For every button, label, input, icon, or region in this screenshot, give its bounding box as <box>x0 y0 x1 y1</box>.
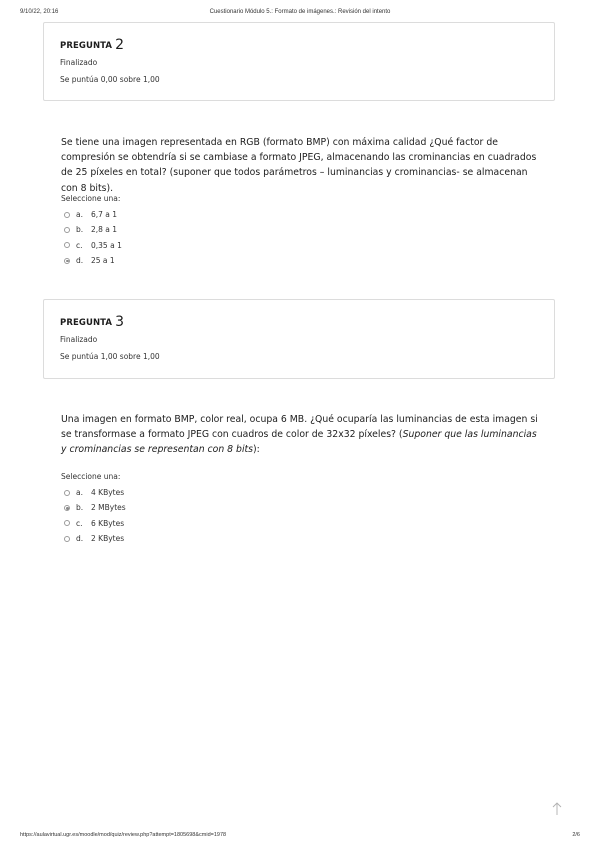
answer-option[interactable] <box>64 238 122 253</box>
question-2-info <box>43 22 555 101</box>
question-3-answers <box>64 485 126 546</box>
answer-option[interactable] <box>64 207 122 222</box>
question-2-state: Finalizado <box>60 58 98 67</box>
radio-button[interactable] <box>64 227 70 233</box>
answer-text: 2 KBytes <box>91 534 125 544</box>
question-3-text-italic: Suponer que las luminancias y crominancias se representan con 8 bits <box>61 429 537 456</box>
answer-letter: d. <box>76 534 84 544</box>
radio-button[interactable] <box>64 536 70 542</box>
question-3-title <box>60 314 124 330</box>
footer-url: https://aulavirtual.ugr.es/moodle/mod/quiz/review.php?attempt=1805698&cmid=1978 <box>20 832 227 838</box>
question-2-select-label: Seleccione una: <box>61 194 121 203</box>
answer-letter: a. <box>76 210 83 220</box>
question-3-info <box>43 299 555 379</box>
answer-letter: b. <box>76 503 84 513</box>
answer-letter: b. <box>76 225 84 235</box>
question-2-answers <box>64 207 122 268</box>
answer-option[interactable] <box>64 531 126 546</box>
answer-option-selected[interactable] <box>64 500 126 515</box>
answer-letter: c. <box>76 518 83 528</box>
question-3-text <box>61 412 541 458</box>
question-3-text-end: ): <box>253 444 260 456</box>
question-2-text: Se tiene una imagen representada en RGB (formato BMP) con máxima calidad ¿Qué factor de compresión se obtendría si se cambiase a formato JPEG, almacenando las crominancias en cuadrados de 25 píxeles en total? (suponer que todos parámetros – luminancias y crominancias- se almacenan con 8 bits). <box>61 137 537 194</box>
radio-button[interactable] <box>64 520 70 526</box>
answer-text: 2 MBytes <box>91 503 126 513</box>
question-2-grade: Se puntúa 0,00 sobre 1,00 <box>60 75 160 84</box>
radio-button[interactable] <box>64 242 70 248</box>
answer-text: 0,35 a 1 <box>91 240 122 250</box>
arrow-up-icon[interactable] <box>552 802 562 816</box>
question-number: 3 <box>115 314 125 330</box>
answer-text: 4 KBytes <box>91 488 125 498</box>
question-2-title <box>60 37 124 53</box>
footer-page-number: 2/6 <box>572 832 580 838</box>
question-3-state: Finalizado <box>60 335 98 344</box>
radio-button[interactable] <box>64 490 70 496</box>
answer-letter: a. <box>76 488 83 498</box>
question-3-select-label: Seleccione una: <box>61 472 121 481</box>
answer-option[interactable] <box>64 516 126 531</box>
question-number: 2 <box>115 37 125 53</box>
header-date: 9/10/22, 20:16 <box>20 9 59 15</box>
question-3-grade: Se puntúa 1,00 sobre 1,00 <box>60 352 160 361</box>
answer-letter: c. <box>76 240 83 250</box>
answer-option[interactable] <box>64 222 122 237</box>
answer-text: 2,8 a 1 <box>91 225 118 235</box>
radio-button-checked[interactable] <box>64 258 70 264</box>
radio-button-checked[interactable] <box>64 505 70 511</box>
answer-text: 25 a 1 <box>91 256 115 266</box>
answer-option-selected[interactable] <box>64 253 122 268</box>
radio-button[interactable] <box>64 212 70 218</box>
answer-text: 6 KBytes <box>91 518 125 528</box>
answer-letter: d. <box>76 256 84 266</box>
question-3-text-main: Una imagen en formato BMP, color real, ocupa 6 MB. ¿Qué ocuparía las luminancias de esta imagen si se transformase a formato JPEG con cuadros de color de 32x32 píxeles? ( <box>61 414 538 441</box>
question-label: PREGUNTA <box>60 318 113 328</box>
answer-option[interactable] <box>64 485 126 500</box>
question-label: PREGUNTA <box>60 41 113 51</box>
answer-text: 6,7 a 1 <box>91 210 118 220</box>
header-title: Cuestionario Módulo 5.: Formato de imágenes.: Revisión del intento <box>209 9 391 15</box>
